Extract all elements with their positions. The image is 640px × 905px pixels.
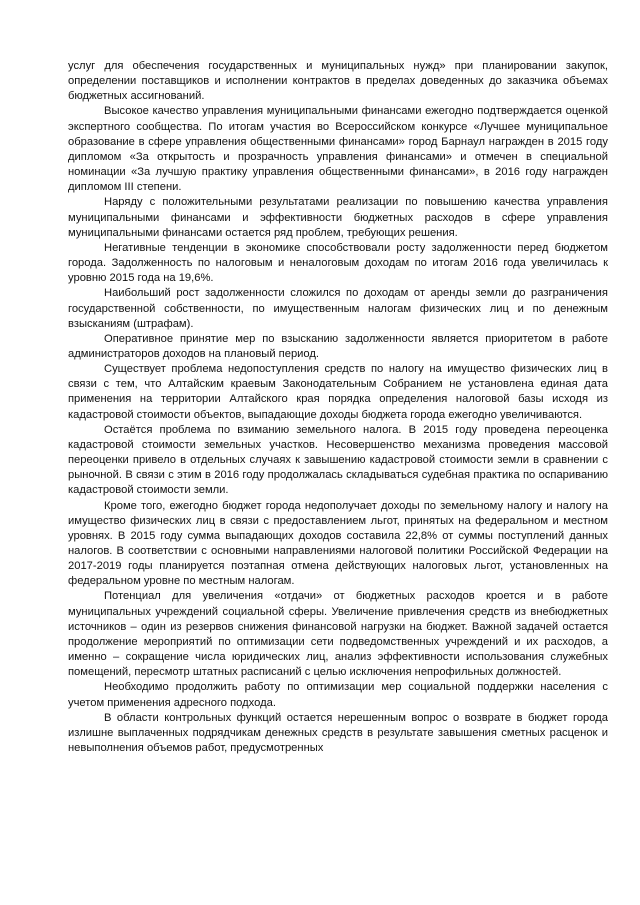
paragraph-7: Существует проблема недопоступления средств по налогу на имущество физических лиц в связи с тем, что Алтайским краевым Законодательным Собранием не установлена единая дата применения на территории Алтайского края порядка определения налоговой базы исходя из кадастровой стоимости объектов, выпадающие доходы бюджета города ежегодно увеличиваются. — [68, 363, 608, 421]
paragraph-10: Потенциал для увеличения «отдачи» от бюджетных расходов кроется и в работе муниципальных учреждений социальной сферы. Увеличение привлечения средств из внебюджетных источников – один из резервов снижения финансовой нагрузки на бюджет. Важной задачей остается продолжение мероприятий по оптимизации сети подведомственных учреждений и их расходов, а именно – сокращение числа юридических лиц, анализ эффективности использования служебных помещений, пересмотр штатных расписаний с целью исключения непрофильных должностей. — [68, 590, 608, 679]
paragraph-3: Наряду с положительными результатами реализации по повышению качества управления муниципальными финансами и эффективности бюджетных расходов в сфере управления муниципальными финансами остается ряд проблем, требующих решения. — [68, 196, 608, 239]
paragraph-11: Необходимо продолжить работу по оптимизации мер социальной поддержки населения с учетом применения адресного подхода. — [68, 681, 608, 709]
paragraph-8: Остаётся проблема по взиманию земельного налога. В 2015 году проведена переоценка кадастровой стоимости земельных участков. Несовершенство механизма проведения массовой переоценки привело в отдельных случаях к завышению кадастровой стоимости земли в сравнении с рыночной. В связи с этим в 2016 году продолжалась складываться судебная практика по оспариванию кадастровой стоимости земли. — [68, 423, 608, 497]
paragraph-6: Оперативное принятие мер по взысканию задолженности является приоритетом в работе администраторов доходов на плановый период. — [68, 332, 608, 360]
paragraph-4: Негативные тенденции в экономике способствовали росту задолженности перед бюджетом города. Задолженность по налоговым и неналоговым доходам по итогам 2016 года увеличилась к уровню 2015 года на 19,6%. — [68, 241, 608, 285]
paragraph-12: В области контрольных функций остается нерешенным вопрос о возврате в бюджет города излишне выплаченных подрядчикам денежных средств в результате завышения сметных расценок и невыполнения объемов работ, предусмотренных — [68, 711, 608, 755]
paragraph-2: Высокое качество управления муниципальными финансами ежегодно подтверждается оценкой экспертного сообщества. По итогам участия во Всероссийском конкурсе «Лучшее муниципальное образование в сфере управления общественными финансами» город Барнаул награжден в 2015 году дипломом «За открытость и прозрачность управления финансами» и отмечен в специальной номинации «За лучшую практику управления общественными финансами», в 2016 году награжден дипломом III степени. — [68, 105, 608, 194]
paragraph-1: услуг для обеспечения государственных и муниципальных нужд» при планировании закупок, определении поставщиков и исполнении контрактов в пределах доведенных до заказчика объемах бюджетных ассигнований. — [68, 60, 608, 103]
paragraph-9: Кроме того, ежегодно бюджет города недополучает доходы по земельному налогу и налогу на имущество физических лиц в связи с предоставлением льгот, принятых на федеральном и местном уровнях. В 2015 году сумма выпадающих доходов составила 22,8% от суммы поступлений данных налогов. В соответствии с основными направлениями налоговой политики Российской Федерации на 2017-2019 годы планируется поэтапная отмена действующих налоговых льгот, установленных на федеральном уровне по местным налогам. — [68, 499, 608, 588]
paragraph-5: Наибольший рост задолженности сложился по доходам от аренды земли до разграничения государственной собственности, по имущественным налогам физических лиц и по денежным взысканиям (штрафам). — [68, 287, 608, 330]
document-page — [68, 59, 608, 756]
